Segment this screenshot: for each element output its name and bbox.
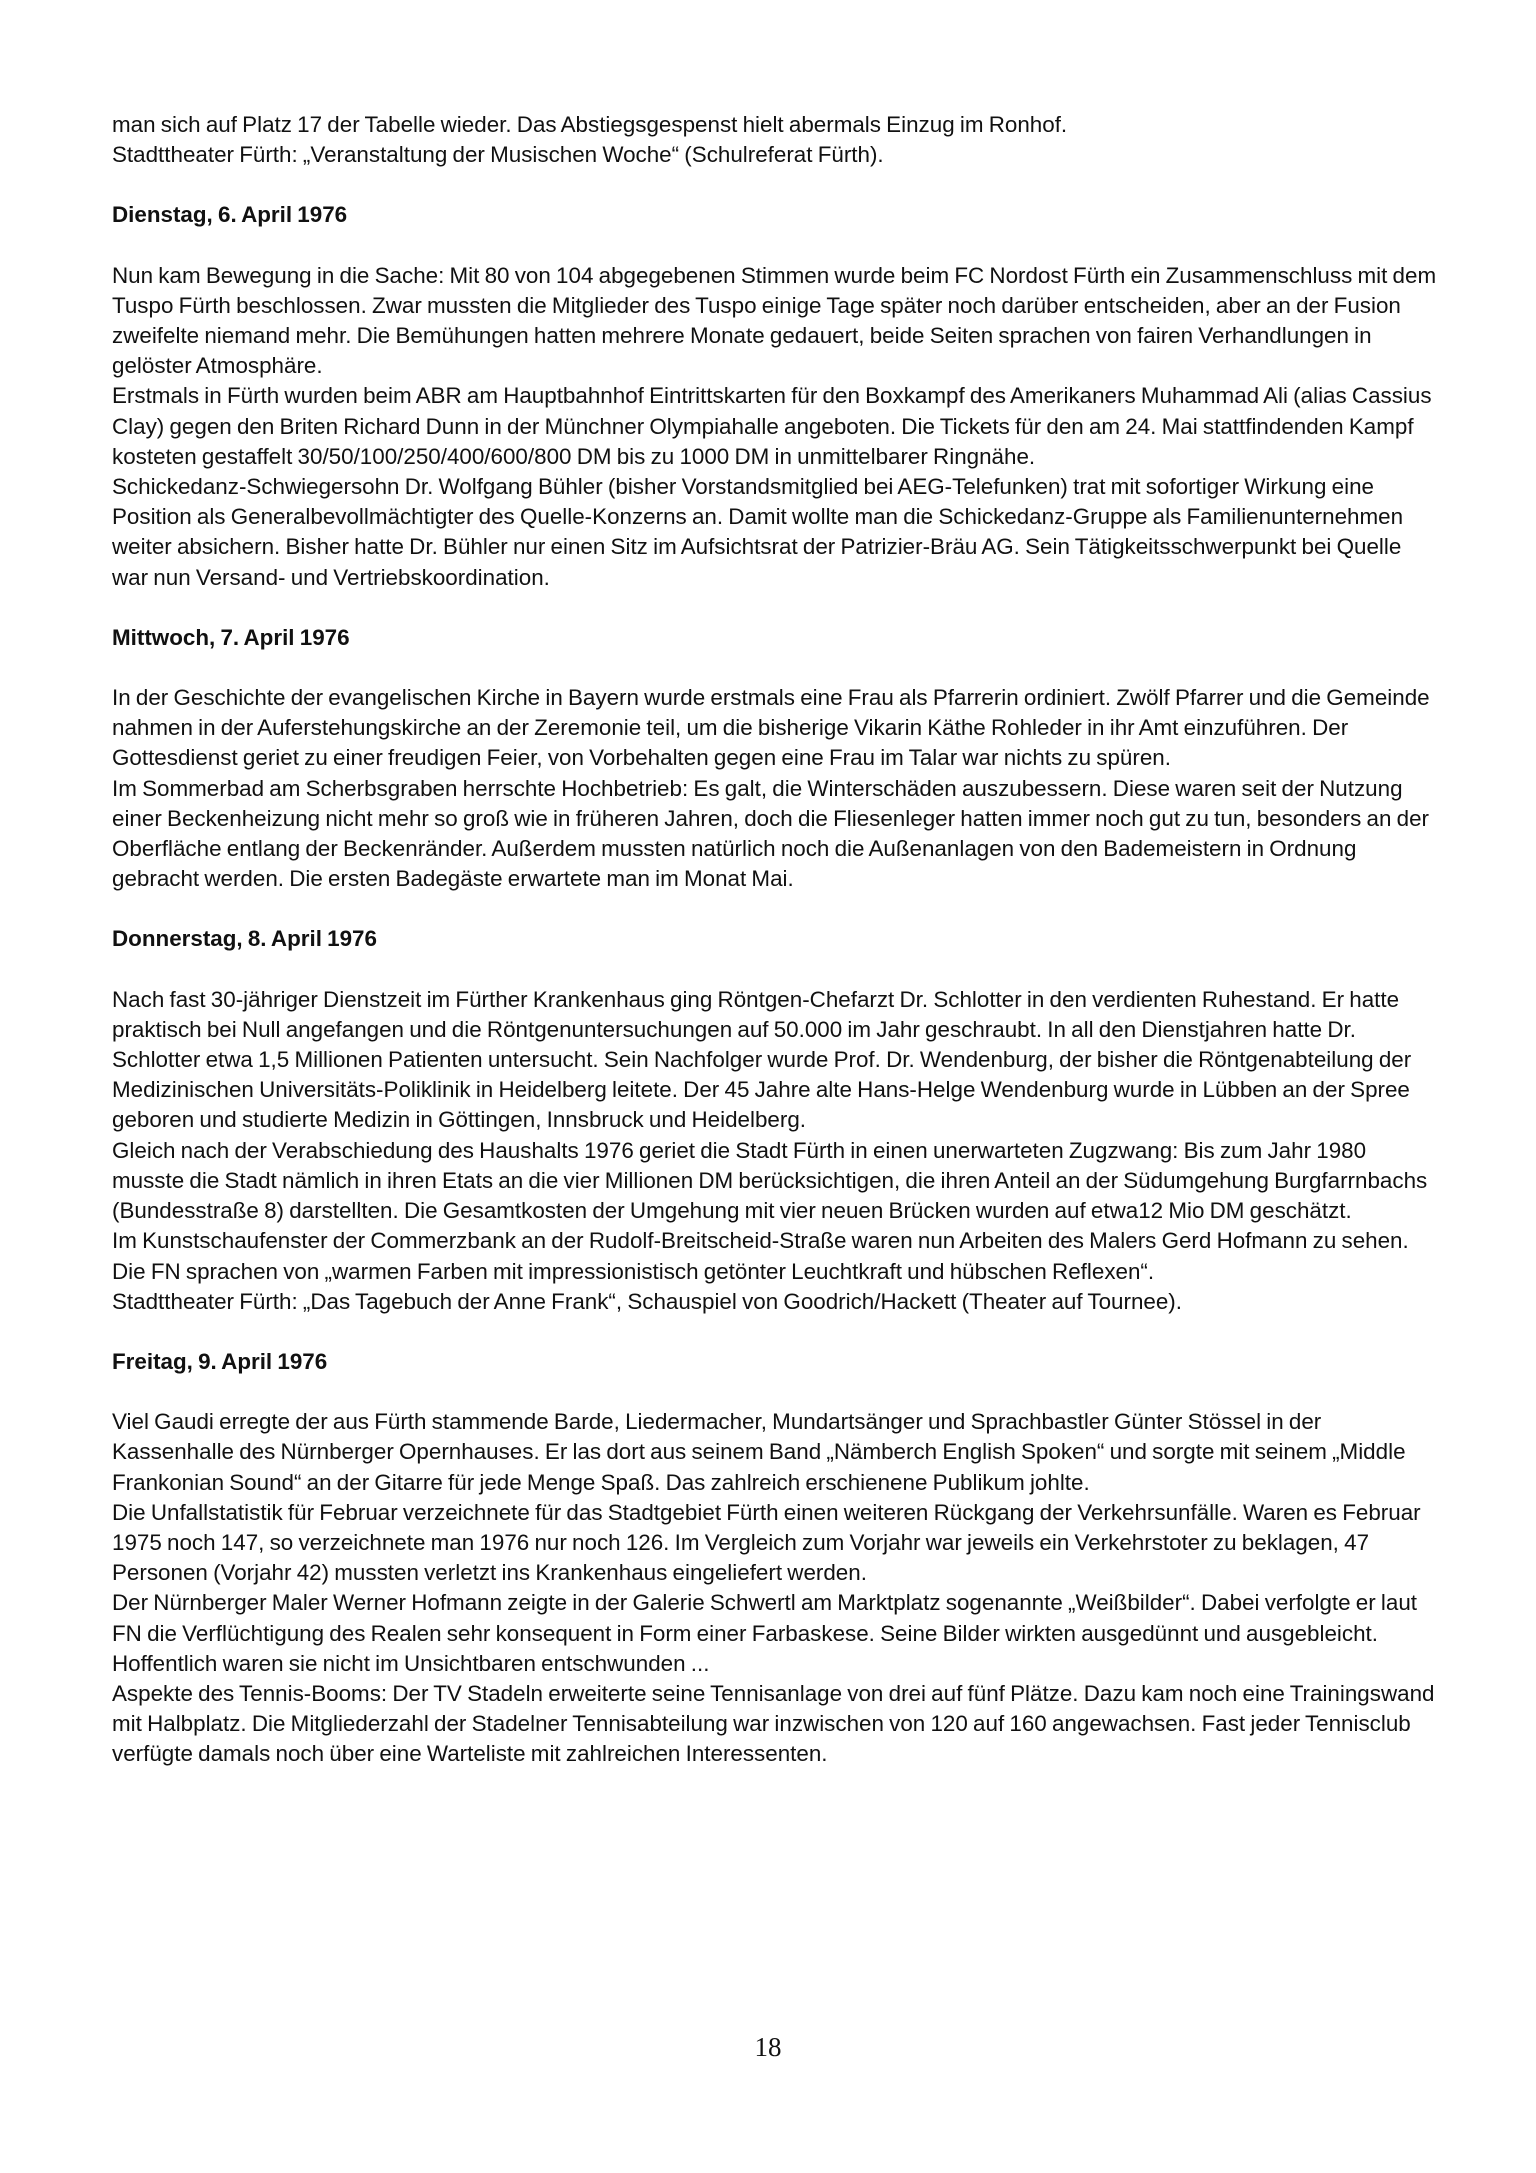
section-heading: Donnerstag, 8. April 1976 bbox=[112, 926, 377, 952]
section-paragraph: Im Kunstschaufenster der Commerzbank an der Rudolf-Breitscheid-Straße waren nun Arbeiten des Malers Gerd Hofmann zu sehen. Die FN sprachen von „warmen Farben mit impressionistisch getönter Leuchtkraft und hübschen Reflexen“. bbox=[112, 1228, 1409, 1284]
section-paragraph: Aspekte des Tennis-Booms: Der TV Stadeln erweiterte seine Tennisanlage von drei auf fünf Plätze. Dazu kam noch eine Trainingswand mit Halbplatz. Die Mitgliederzahl der Stadelner Tennisabteilung war inzwischen von 120 auf 160 angewachsen. Fast jeder Tennisclub verfügte damals noch über eine Warteliste mit zahlreichen Interessenten. bbox=[112, 1680, 1435, 1767]
section-paragraph: Gleich nach der Verabschiedung des Haushalts 1976 geriet die Stadt Fürth in einen unerwarteten Zugzwang: Bis zum Jahr 1980 musste die Stadt nämlich in ihren Etats an die vier Millionen DM berücksichtigen, die ihren Anteil an der Südumgehung Burgfarrnbachs (Bundesstraße 8) darstellten. Die Gesamtkosten der Umgehung mit vier neuen Brücken wurden auf etwa12 Mio DM geschätzt. bbox=[112, 1137, 1428, 1224]
section-heading: Freitag, 9. April 1976 bbox=[112, 1348, 328, 1374]
section-paragraph: Erstmals in Fürth wurden beim ABR am Hauptbahnhof Eintrittskarten für den Boxkampf des Amerikaners Muhammad Ali (alias Cassius Clay) gegen den Briten Richard Dunn in der Münchner Olympiahalle angeboten. Die Tickets für den am 24. Mai stattfindenden Kampf kosteten gestaffelt 30/50/100/250/400/600/800 DM bis zu 1000 DM in unmittelbarer Ringnähe. bbox=[112, 383, 1432, 469]
page-body bbox=[112, 110, 1442, 1770]
section-paragraph: Nach fast 30-jähriger Dienstzeit im Fürther Krankenhaus ging Röntgen-Chefarzt Dr. Schlotter in den verdienten Ruhestand. Er hatte praktisch bei Null angefangen und die Röntgenuntersuchungen auf 50.000 im Jahr geschraubt. In all den Dienstjahren hatte Dr. Schlotter etwa 1,5 Millionen Patienten untersucht. Sein Nachfolger wurde Prof. Dr. Wendenburg, der bisher die Röntgenabteilung der Medizinischen Universitäts-Poliklinik in Heidelberg leitete. Der 45 Jahre alte Hans-Helge Wendenburg wurde in Lübben an der Spree geboren und studierte Medizin in Göttingen, Innsbruck und Heidelberg. bbox=[112, 986, 1412, 1133]
section-paragraph: Die Unfallstatistik für Februar verzeichnete für das Stadtgebiet Fürth einen weiteren Rückgang der Verkehrsunfälle. Waren es Februar 1975 noch 147, so verzeichnete man 1976 nur noch 126. Im Vergleich zum Vorjahr war jeweils ein Verkehrstoter zu beklagen, 47 Personen (Vorjahr 42) mussten verletzt ins Krankenhaus eingeliefert werden. bbox=[112, 1499, 1421, 1586]
section-heading: Mittwoch, 7. April 1976 bbox=[112, 624, 350, 650]
section-paragraph: Der Nürnberger Maler Werner Hofmann zeigte in der Galerie Schwertl am Marktplatz sogenannte „Weißbilder“. Dabei verfolgte er laut FN die Verflüchtigung des Realen sehr konsequent in Form einer Farbaskese. Seine Bilder wirkten ausgedünnt und ausgebleicht. Hoffentlich waren sie nicht im Unsichtbaren entschwunden ... bbox=[112, 1590, 1418, 1676]
intro-paragraph: Stadttheater Fürth: „Veranstaltung der Musischen Woche“ (Schulreferat Fürth). bbox=[112, 142, 884, 168]
section-paragraph: Im Sommerbad am Scherbsgraben herrschte Hochbetrieb: Es galt, die Winterschäden auszubessern. Diese waren seit der Nutzung einer Beckenheizung nicht mehr so groß wie in früheren Jahren, doch die Fliesenleger hatten immer noch gut zu tun, besonders an der Oberfläche entlang der Beckenränder. Außerdem mussten natürlich noch die Außenanlagen von den Bademeistern in Ordnung gebracht werden. Die ersten Badegäste erwartete man im Monat Mai. bbox=[112, 775, 1429, 892]
intro-paragraph: man sich auf Platz 17 der Tabelle wieder. Das Abstiegsgespenst hielt abermals Einzug im Ronhof. bbox=[112, 112, 1068, 137]
section-paragraph: Schickedanz-Schwiegersohn Dr. Wolfgang Bühler (bisher Vorstandsmitglied bei AEG-Telefunken) trat mit sofortiger Wirkung eine Position als Generalbevollmächtigter des Quelle-Konzerns an. Damit wollte man die Schickedanz-Gruppe als Familienunternehmen weiter absichern. Bisher hatte Dr. Bühler nur einen Sitz im Aufsichtsrat der Patrizier-Bräu AG. Sein Tätigkeitsschwerpunkt bei Quelle war nun Versand- und Vertriebskoordination. bbox=[112, 474, 1404, 590]
page-number: 18 bbox=[754, 2032, 782, 2062]
section-paragraph: Viel Gaudi erregte der aus Fürth stammende Barde, Liedermacher, Mundartsänger und Sprachbastler Günter Stössel in der Kassenhalle des Nürnberger Opernhauses. Er las dort aus seinem Band „Nämberch English Spoken“ und sorgte mit seinem „Middle Frankonian Sound“ an der Gitarre für jede Menge Spaß. Das zahlreich erschienene Publikum johlte. bbox=[112, 1409, 1406, 1495]
section-paragraph: In der Geschichte der evangelischen Kirche in Bayern wurde erstmals eine Frau als Pfarrerin ordiniert. Zwölf Pfarrer und die Gemeinde nahmen in der Auferstehungskirche an der Zeremonie teil, um die bisherige Vikarin Käthe Rohleder in ihr Amt einzuführen. Der Gottesdienst geriet zu einer freudigen Feier, von Vorbehalten gegen eine Frau im Talar war nichts zu spüren. bbox=[112, 685, 1430, 771]
section-paragraph: Stadttheater Fürth: „Das Tagebuch der Anne Frank“, Schauspiel von Goodrich/Hackett (Theater auf Tournee). bbox=[112, 1288, 1182, 1314]
section-heading: Dienstag, 6. April 1976 bbox=[112, 202, 348, 228]
section-paragraph: Nun kam Bewegung in die Sache: Mit 80 von 104 abgegebenen Stimmen wurde beim FC Nordost Fürth ein Zusammenschluss mit dem Tuspo Fürth beschlossen. Zwar mussten die Mitglieder des Tuspo einige Tage später noch darüber entscheiden, aber an der Fusion zweifelte niemand mehr. Die Bemühungen hatten mehrere Monate gedauert, beide Seiten sprachen von fairen Verhandlungen in gelöster Atmosphäre. bbox=[112, 262, 1437, 379]
